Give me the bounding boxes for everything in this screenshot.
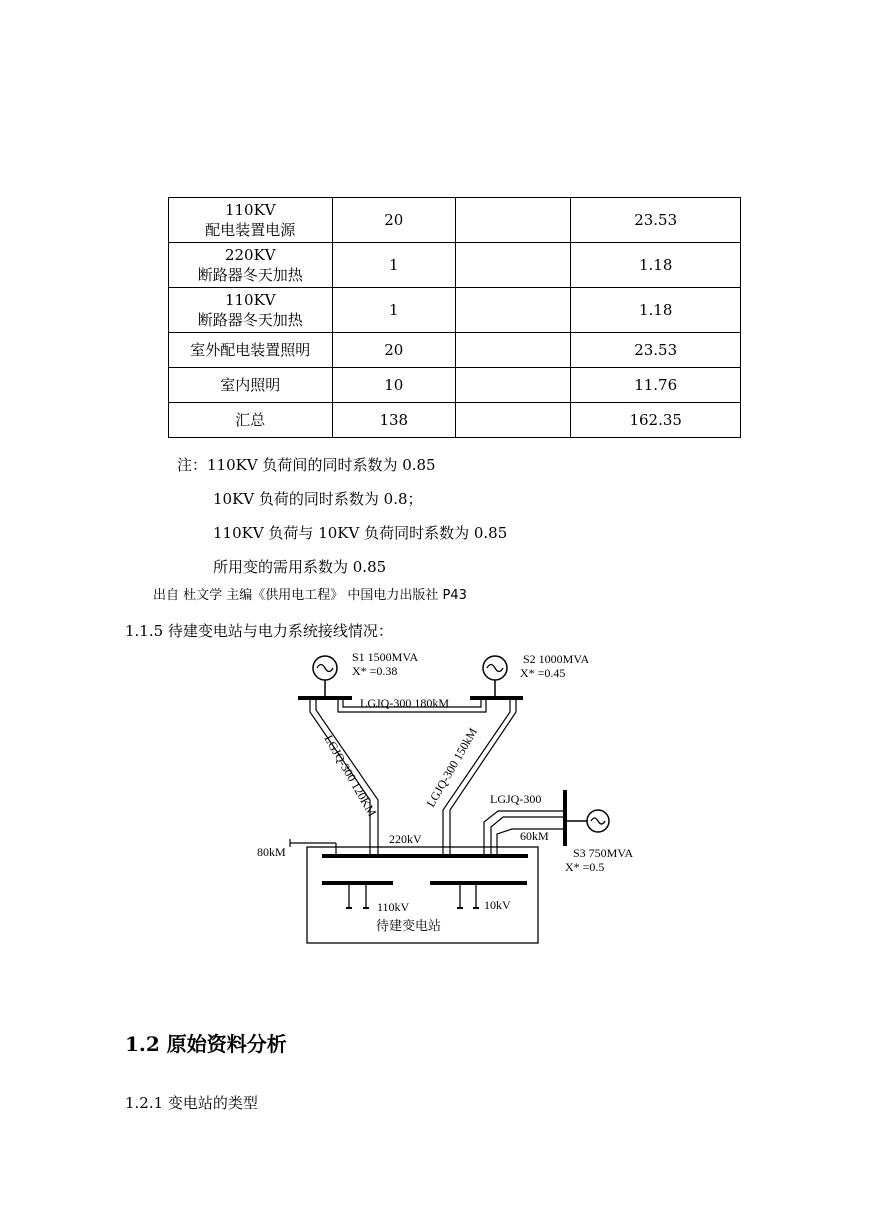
table-cell: 1.18 [571,243,741,288]
bus-110kv-label: 110kV [377,900,410,914]
table-cell: 1.18 [571,288,741,333]
table-cell: 162.35 [571,403,741,438]
s3-reactance: X* =0.5 [565,860,605,874]
note-line: 10KV 负荷的同时系数为 0.8； [213,490,423,508]
heading-1-2: 1.2 原始资料分析 [125,1032,287,1056]
row-name-line: 110KV [224,291,276,309]
line-s3-length: 60kM [520,829,549,843]
source-citation: 出自 杜文学 主编《供用电工程》 中国电力出版社 P43 [153,588,467,603]
table-cell: 1 [332,288,455,333]
row-name-line: 断路器冬天加热 [197,311,303,329]
generator-wave-icon [317,665,333,672]
s1-reactance: X* =0.38 [352,664,398,678]
table-cell: 室内照明 [169,368,333,403]
line-s1-s2-label: LGJQ-300 180kM [360,696,449,710]
line-s2-station-label: LGJQ-300 150kM [423,725,481,810]
table-cell: 1 [332,243,455,288]
row-name-line: 断路器冬天加热 [197,266,303,284]
section-title-1-2-1: 1.2.1 变电站的类型 [125,1094,258,1112]
s1-name: S1 1500MVA [352,650,419,664]
row-name-line: 配电装置电源 [205,221,296,239]
bus-10kv-label: 10kV [484,898,511,912]
table-cell: 20 [332,333,455,368]
s2-name: S2 1000MVA [523,652,590,666]
table-cell: 室外配电装置照明 [169,333,333,368]
table-cell: 11.76 [571,368,741,403]
line-left-length: 80kM [257,845,286,859]
table-cell: 10 [332,368,455,403]
line-s1-station-label: LGJQ-300 120KM [321,732,380,819]
generator-wave-icon [487,665,503,672]
s3-name: S3 750MVA [573,846,634,860]
table-cell: 138 [332,403,455,438]
s2-reactance: X* =0.45 [520,666,566,680]
generator-wave-icon [591,818,605,824]
bus-220kv-label: 220kV [389,832,422,846]
section-title-1-1-5: 1.1.5 待建变电站与电力系统接线情况： [125,622,393,640]
station-label: 待建变电站 [376,918,442,933]
table-cell: 20 [332,198,455,243]
note-line: 注：110KV 负荷间的同时系数为 0.85 [177,456,436,474]
table-cell: 23.53 [571,333,741,368]
table-cell: 23.53 [571,198,741,243]
note-line: 110KV 负荷与 10KV 负荷同时系数为 0.85 [213,524,508,542]
row-name-line: 220KV [224,246,276,264]
table-cell: 汇总 [169,403,333,438]
row-name-line: 110KV [224,201,276,219]
line-s3-label: LGJQ-300 [490,792,542,806]
note-line: 所用变的需用系数为 0.85 [213,558,387,576]
